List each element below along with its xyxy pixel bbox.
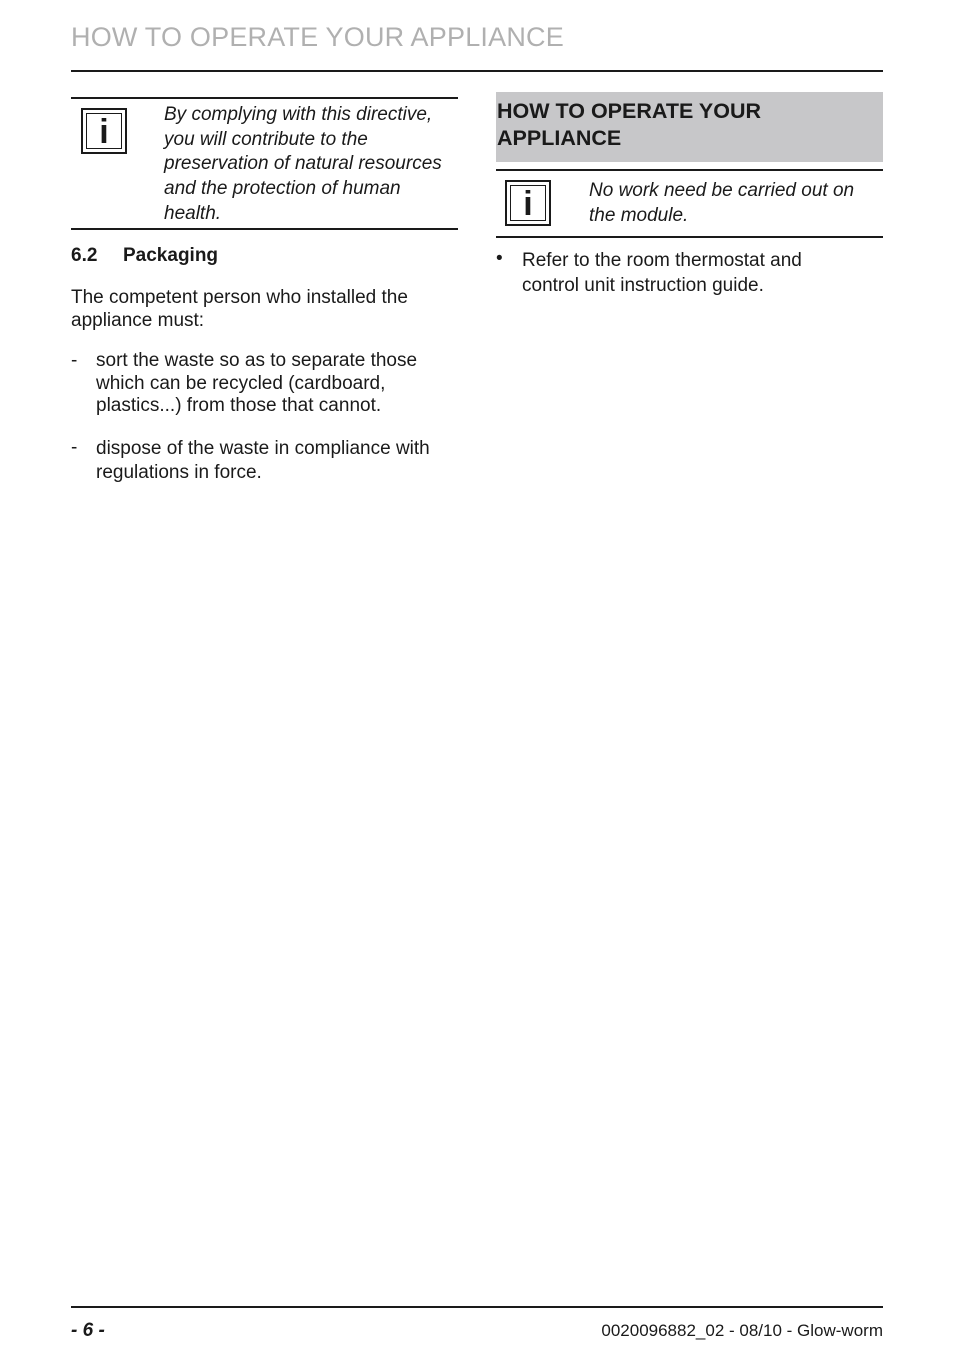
footer-divider (71, 1306, 883, 1308)
list-item-text: sort the waste so as to separate those which can be recycled (cardboard, plastics...) from those that cannot. (96, 350, 418, 416)
page-number: - 6 - (71, 1320, 105, 1341)
info-icon: i (81, 108, 127, 154)
list-marker: - (71, 437, 78, 458)
section-heading-packaging (71, 245, 218, 267)
chapter-heading: HOW TO OPERATE YOUR APPLIANCE (496, 92, 883, 162)
header-divider (71, 70, 883, 72)
note-text: By complying with this directive, you will contribute to the preservation of natural resources and the protection of human health. (164, 104, 442, 224)
info-icon: i (505, 180, 551, 226)
list-item-text: dispose of the waste in compliance with regulations in force. (96, 438, 430, 483)
section-title: Packaging (123, 245, 219, 266)
document-reference: 0020096882_02 - 08/10 - Glow-worm (601, 1321, 883, 1340)
intro-paragraph: The competent person who installed the appliance must: (71, 287, 408, 331)
note-text: No work need be carried out on the module. (589, 180, 855, 226)
section-number: 6.2 (71, 245, 98, 266)
bullet-marker: • (496, 248, 503, 269)
list-marker: - (71, 350, 78, 371)
info-note-recycling (71, 97, 458, 230)
info-note-module (496, 169, 883, 238)
list-item-text: Refer to the room thermostat and control unit instruction guide. (522, 250, 802, 296)
running-header: HOW TO OPERATE YOUR APPLIANCE (71, 22, 564, 52)
